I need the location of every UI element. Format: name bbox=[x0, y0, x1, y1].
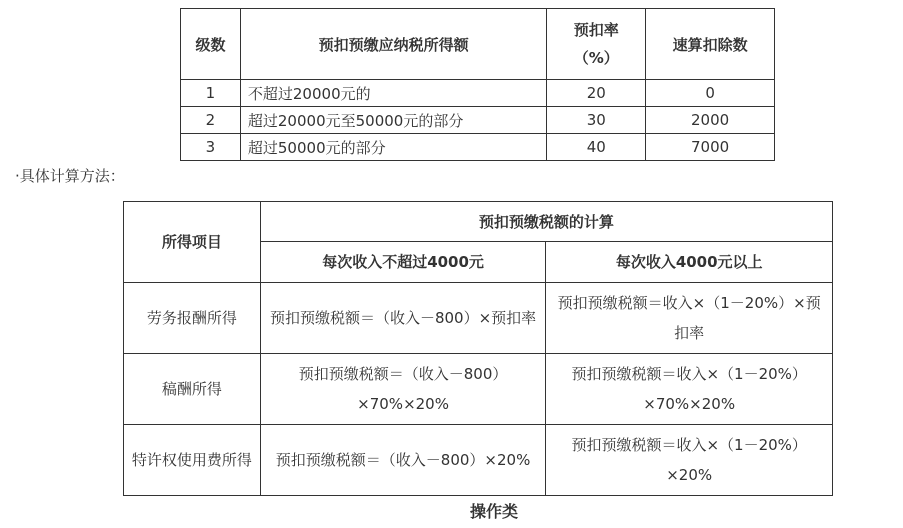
cell-under bbox=[260, 425, 546, 496]
table-row bbox=[124, 283, 833, 354]
cell-income: 超过20000元至50000元的部分 bbox=[240, 107, 546, 134]
table-row bbox=[181, 134, 775, 161]
cell-level: 2 bbox=[181, 107, 241, 134]
cell-level: 1 bbox=[181, 80, 241, 107]
header-income: 预扣预缴应纳税所得额 bbox=[240, 9, 546, 80]
rate-table bbox=[180, 8, 775, 161]
calc-table-header-row-1 bbox=[124, 202, 833, 242]
cell-deduction: 7000 bbox=[646, 134, 775, 161]
cell-under-text: 预扣预缴税额＝（收入－800）×70%×20% bbox=[298, 365, 508, 413]
cell-level: 3 bbox=[181, 134, 241, 161]
header-level: 级数 bbox=[181, 9, 241, 80]
header-rate-line2: （%） bbox=[573, 49, 619, 67]
cell-over-text: 预扣预缴税额＝收入×（1－20%）×70%×20% bbox=[571, 365, 807, 413]
cell-item bbox=[124, 283, 261, 354]
cell-under-text: 预扣预缴税额＝（收入－800）×预扣率 bbox=[269, 309, 537, 327]
header-deduction: 速算扣除数 bbox=[646, 9, 775, 80]
cell-under bbox=[260, 354, 546, 425]
cell-over-text: 预扣预缴税额＝收入×（1－20%）×20% bbox=[571, 436, 807, 484]
cell-income: 超过50000元的部分 bbox=[240, 134, 546, 161]
rate-table-header bbox=[181, 9, 775, 80]
cell-under bbox=[260, 283, 546, 354]
header-rate-line1: 预扣率 bbox=[573, 21, 619, 39]
header-rate bbox=[547, 9, 646, 80]
cell-item-text: 劳务报酬所得 bbox=[146, 309, 237, 327]
cell-over bbox=[546, 425, 833, 496]
table-row bbox=[124, 425, 833, 496]
header-item: 所得项目 bbox=[124, 202, 261, 283]
cell-item bbox=[124, 354, 261, 425]
header-calc: 预扣预缴税额的计算 bbox=[260, 202, 832, 242]
cell-over bbox=[546, 354, 833, 425]
cell-deduction: 0 bbox=[646, 80, 775, 107]
cell-over bbox=[546, 283, 833, 354]
cell-income: 不超过20000元的 bbox=[240, 80, 546, 107]
cell-deduction: 2000 bbox=[646, 107, 775, 134]
table-row bbox=[124, 354, 833, 425]
cell-over-text: 预扣预缴税额＝收入×（1－20%）×预扣率 bbox=[557, 294, 821, 342]
cell-rate: 40 bbox=[547, 134, 646, 161]
cell-rate: 20 bbox=[547, 80, 646, 107]
header-over-4000: 每次收入4000元以上 bbox=[546, 242, 833, 283]
cell-item bbox=[124, 425, 261, 496]
cell-item-text: 特许权使用费所得 bbox=[131, 451, 252, 469]
table-row bbox=[181, 80, 775, 107]
section-title: 操作类 bbox=[469, 502, 518, 521]
method-label: ·具体计算方法： bbox=[15, 167, 125, 185]
cell-rate: 30 bbox=[547, 107, 646, 134]
header-under-4000: 每次收入不超过4000元 bbox=[260, 242, 546, 283]
cell-item-text: 稿酬所得 bbox=[161, 380, 222, 398]
cell-under-text: 预扣预缴税额＝（收入－800）×20% bbox=[275, 451, 531, 469]
calc-table bbox=[123, 201, 833, 496]
table-row bbox=[181, 107, 775, 134]
